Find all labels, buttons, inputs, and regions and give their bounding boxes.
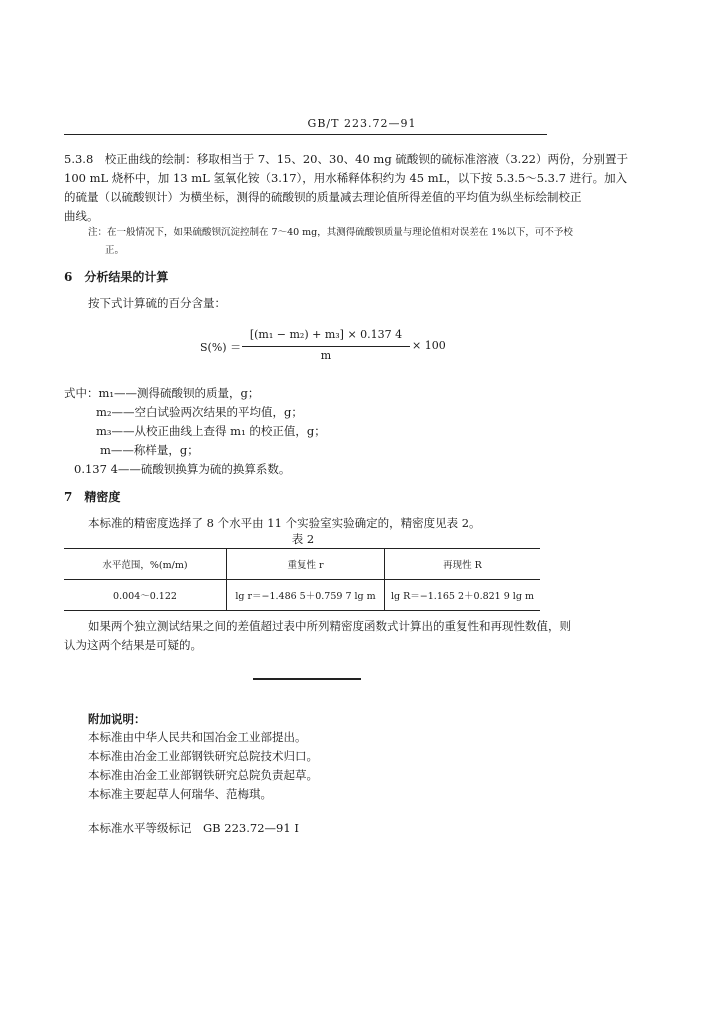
- where-line-5: 0.137 4——硫酸钡换算为硫的换算系数。: [74, 462, 291, 476]
- table-cell: lg r＝−1.486 5＋0.759 7 lg m: [227, 580, 385, 611]
- table-header: 再现性 R: [385, 549, 541, 580]
- table-caption: 表 2: [291, 532, 315, 546]
- precision-table: [64, 548, 540, 611]
- sec-5-3-8-line1: 5.3.8 校正曲线的绘制：移取相当于 7、15、20、30、40 mg 硫酸钡的硫标准溶液（3.22）两份，分别置于: [64, 152, 628, 166]
- note-line1: 注：在一般情况下，如果硫酸钡沉淀控制在 7～40 mg，其测得硫酸钡质量与理论值相对误差在 1%以下，可不予校: [88, 227, 573, 238]
- appendix-line-4: 本标准主要起草人何瑞华、范梅琪。: [88, 787, 272, 801]
- section-6-title: 6 分析结果的计算: [64, 270, 169, 284]
- end-rule: [253, 678, 361, 680]
- formula-times-100: × 100: [412, 339, 446, 352]
- appendix-line-3: 本标准由冶金工业部钢铁研究总院负责起草。: [88, 768, 318, 782]
- table-cell: lg R＝−1.165 2＋0.821 9 lg m: [385, 580, 541, 611]
- appendix-title: 附加说明：: [88, 712, 146, 726]
- table-header: 重复性 r: [227, 549, 385, 580]
- header-rule: [64, 134, 547, 135]
- section-6-intro: 按下式计算硫的百分含量：: [88, 296, 226, 310]
- formula-denominator: m: [320, 349, 332, 362]
- table-header-row: [64, 549, 540, 580]
- section-7-title: 7 精密度: [64, 490, 121, 504]
- table-row: [64, 580, 540, 611]
- table-header: 水平范围，%(m/m): [64, 549, 227, 580]
- standard-header: GB/T 223.72—91: [307, 117, 417, 130]
- section-7-after-line1: 如果两个独立测试结果之间的差值超过表中所列精密度函数式计算出的重复性和再现性数值，则: [88, 619, 571, 633]
- where-line-4: m——称样量，g；: [100, 443, 199, 457]
- note-line2: 正。: [105, 245, 125, 256]
- section-7-after-line2: 认为这两个结果是可疑的。: [64, 638, 202, 652]
- fraction-bar: [242, 346, 410, 347]
- formula-numerator: [(m₁ − m₂) + m₃] × 0.137 4: [249, 328, 403, 341]
- appendix-line-1: 本标准由中华人民共和国冶金工业部提出。: [88, 730, 307, 744]
- sec-5-3-8-line4: 曲线。: [64, 209, 99, 223]
- level-mark: 本标准水平等级标记 GB 223.72—91 Ⅰ: [88, 821, 299, 835]
- where-line-3: m₃——从校正曲线上查得 m₁ 的校正值，g；: [96, 424, 326, 438]
- where-line-2: m₂——空白试验两次结果的平均值，g；: [96, 405, 303, 419]
- section-7-intro: 本标准的精密度选择了 8 个水平由 11 个实验室实验确定的，精密度见表 2。: [88, 516, 481, 530]
- table-cell: 0.004～0.122: [64, 580, 227, 611]
- sec-5-3-8-line3: 的硫量（以硫酸钡计）为横坐标，测得的硫酸钡的质量减去理论值所得差值的平均值为纵坐标绘制校正: [64, 190, 582, 204]
- sec-5-3-8-line2: 100 mL 烧杯中，加 13 mL 氢氧化铵（3.17），用水稀释体积约为 45 mL，以下按 5.3.5～5.3.7 进行。加入: [64, 171, 628, 185]
- where-line-1: 式中：m₁——测得硫酸钡的质量，g；: [64, 386, 260, 400]
- appendix-line-2: 本标准由冶金工业部钢铁研究总院技术归口。: [88, 749, 318, 763]
- formula-lhs: S(%) ＝: [200, 341, 242, 354]
